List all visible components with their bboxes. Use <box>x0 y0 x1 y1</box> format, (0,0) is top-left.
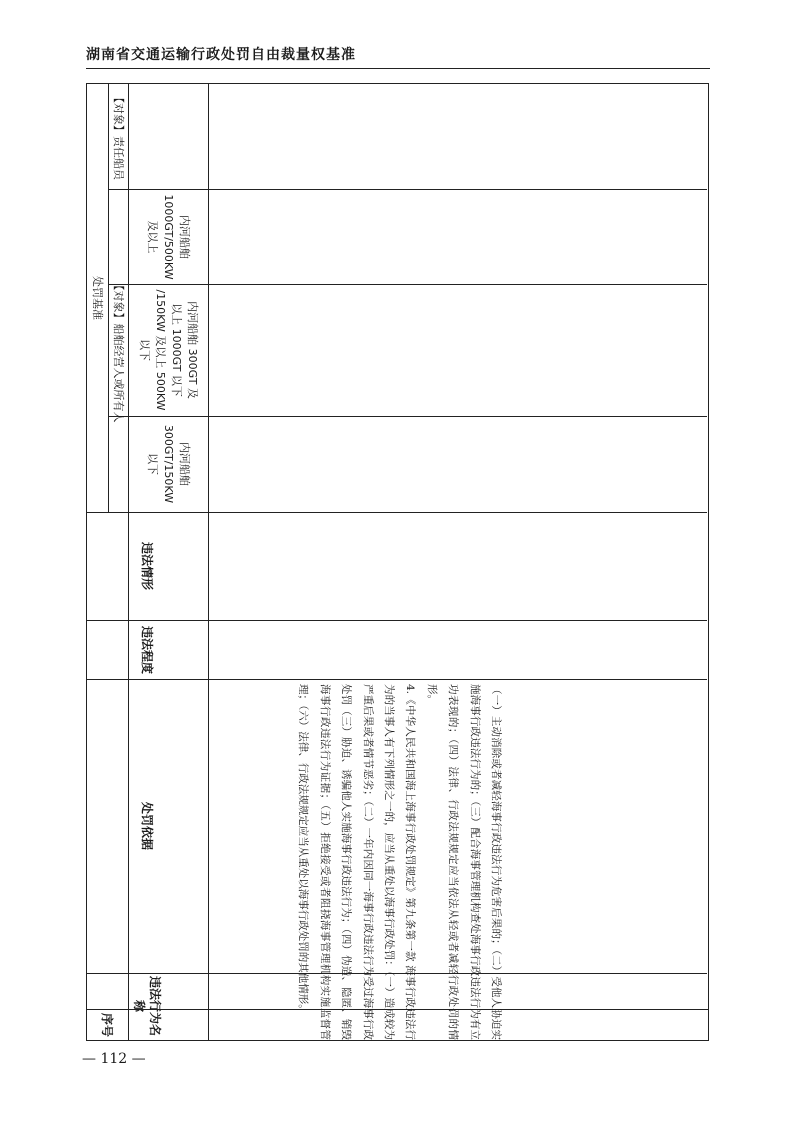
basis-text-block <box>292 684 506 1040</box>
operator-group-header <box>108 189 128 512</box>
large-vessel-label: 内河船舶 1000GT/500KW 及以上 <box>146 193 191 280</box>
page-number: — 112 — <box>82 1051 146 1067</box>
small-vessel-label: 内河船舶 300GT/150KW 以下 <box>146 424 191 504</box>
violation-name-label: 违法行为名称 <box>132 976 162 1037</box>
large-vessel-header <box>128 189 208 284</box>
basis-label: 处罚依据 <box>140 801 154 851</box>
crew-group-header <box>108 83 128 189</box>
medium-vessel-header <box>128 284 208 416</box>
circumstance-label: 违法情形 <box>140 541 154 591</box>
crew-group-label: 【对象】责任船员 <box>112 92 125 180</box>
medium-vessel-label: 内河船舶 300GT 及 以上 1000GT 以下 /150KW 及以上 500KW 以下 <box>138 289 199 411</box>
serial-header <box>86 1009 128 1041</box>
penalty-standard-header <box>86 83 108 512</box>
degree-header <box>86 620 208 679</box>
basis-header <box>86 679 208 973</box>
basis-content <box>208 684 590 1040</box>
operator-group-label: 【对象】船舶经营人或所有人 <box>112 279 125 422</box>
header-rule <box>86 68 710 69</box>
small-vessel-header <box>128 416 208 512</box>
degree-label: 违法程度 <box>140 625 154 674</box>
basis-paragraph: 4.《中华人民共和国海上海事行政处罚规定》第九条第一款 海事行政违法行为的当事人有下列情形之一的，应当从重处以海事行政处罚：（一）造成较为严重后果或者情节恶劣；（二）一年内因同一海事行政违法行为受过海事行政处罚（三）胁迫、诱骗他人实施海事行政违法行为；（四）伪造、隐匿、销毁海事行政违法行为证据；（五）拒绝接受或者阻挠海事管理机构实施监督管理；（六）法律、行政法规规定应当从重处以海事行政处罚的其他情形。 <box>297 684 417 1040</box>
penalty-standard-label: 处罚基准 <box>91 275 104 320</box>
basis-paragraph: （一）主动消除或者减轻海事行政违法行为危害后果的；（二）受他人胁迫实施海事行政违法行为的；（三）配合海事管理机构查处海事行政违法行为有立功表现的；（四）法律、行政法规规定应当依法从轻或者减轻行政处罚的情形。 <box>425 684 503 1040</box>
circumstance-header <box>86 512 208 620</box>
serial-label: 序号 <box>100 1012 114 1038</box>
page-header-title: 湖南省交通运输行政处罚自由裁量权基准 <box>86 47 356 63</box>
